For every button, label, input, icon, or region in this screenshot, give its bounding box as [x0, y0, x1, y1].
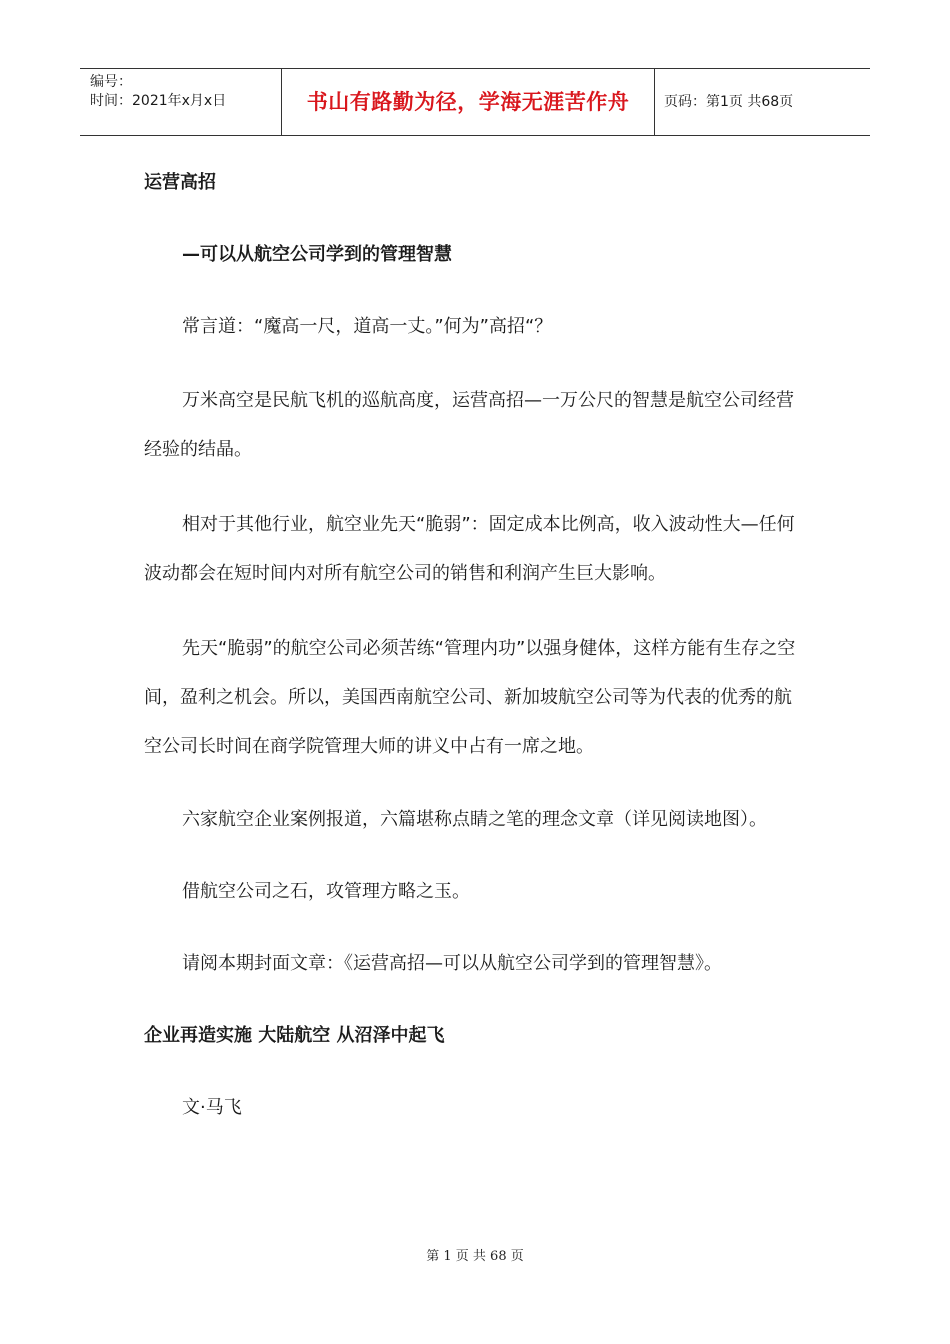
page-footer: 第 1 页 共 68 页: [426, 1249, 524, 1264]
document-time-label: 时间：2021年x月x日: [90, 93, 227, 109]
header-page-info: 页码：第1页 共68页: [664, 94, 794, 110]
author-line: 文·马飞: [182, 1097, 242, 1118]
paragraph: 万米高空是民航飞机的巡航高度，运营高招—一万公尺的智慧是航空公司经营经验的结晶。: [144, 390, 794, 460]
article-subtitle: —可以从航空公司学到的管理智慧: [182, 244, 452, 265]
article-title: 运营高招: [144, 172, 216, 193]
paragraph: 常言道：“魔高一尺，道高一丈。”何为”高招“？: [182, 316, 553, 337]
header-motto: 书山有路勤为径，学海无涯苦作舟: [282, 69, 655, 135]
paragraph: 请阅本期封面文章：《运营高招—可以从航空公司学到的管理智慧》。: [182, 953, 722, 974]
paragraph: 六家航空企业案例报道，六篇堪称点睛之笔的理念文章（详见阅读地图）。: [182, 809, 767, 830]
article-body: [144, 160, 804, 1157]
header-meta: [80, 69, 282, 135]
document-number-label: 编号：: [90, 74, 132, 90]
section-title: 企业再造实施 大陆航空 从沼泽中起飞: [144, 1025, 445, 1046]
paragraph: 先天“脆弱”的航空公司必须苦练“管理内功”以强身健体，这样方能有生存之空间，盈利之机会。所以，美国西南航空公司、新加坡航空公司等为代表的优秀的航空公司长时间在商学院管理大师的讲义中占有一席之地。: [144, 638, 796, 757]
page-header: [80, 68, 870, 136]
paragraph: 相对于其他行业，航空业先天“脆弱”：固定成本比例高，收入波动性大—任何波动都会在短时间内对所有航空公司的销售和利润产生巨大影响。: [144, 514, 795, 584]
paragraph: 借航空公司之石，攻管理方略之玉。: [182, 881, 470, 902]
